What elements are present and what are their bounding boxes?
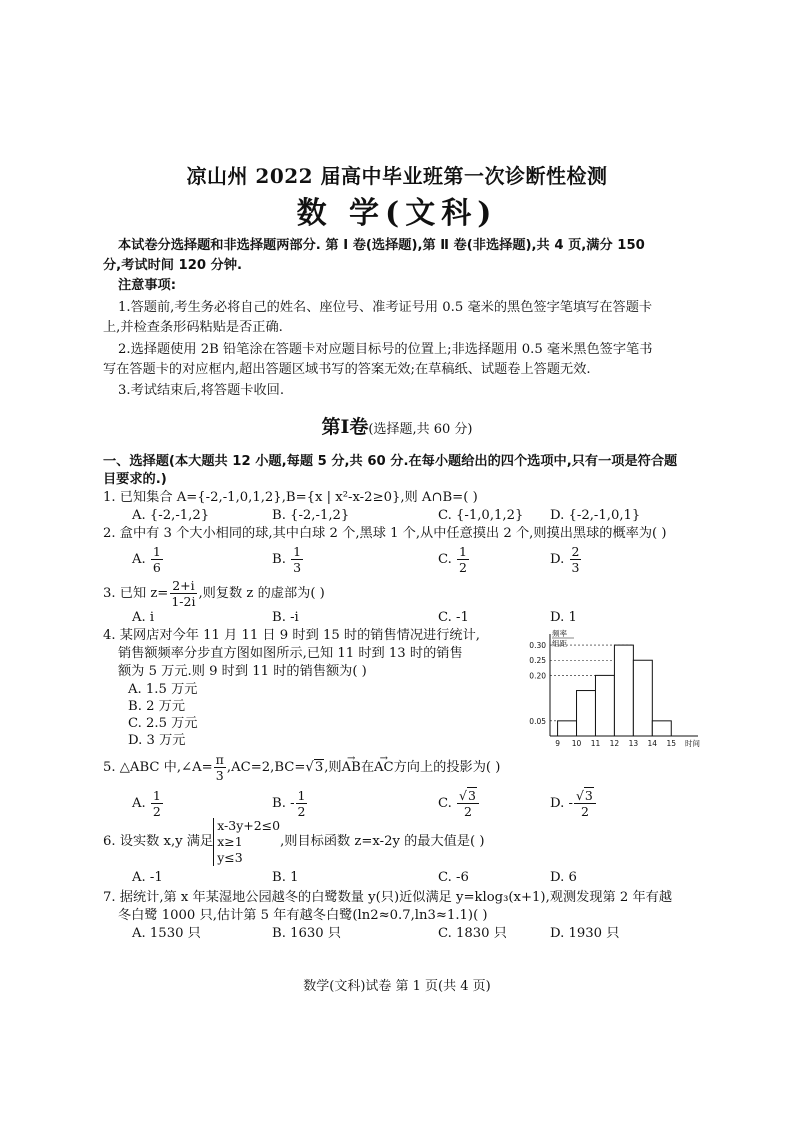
q3-fraction xyxy=(169,578,197,609)
q2-d-num: 2 xyxy=(571,544,580,559)
q2-a-fraction xyxy=(151,544,163,575)
q6-option-c: C. -6 xyxy=(438,870,469,885)
q5-angle-den: 3 xyxy=(215,768,224,783)
q6-constraint-2: x≥1 xyxy=(217,834,243,849)
note-1a: 1.答题前,考生务必将自己的姓名、座位号、准考证号用 0.5 毫米的黑色签字笔填写在答题卡 xyxy=(118,300,653,315)
section-title-sub: (选择题,共 60 分) xyxy=(368,422,473,437)
q5-a-label: A. xyxy=(132,796,146,811)
q2-b-den: 3 xyxy=(293,560,302,575)
x-tick-label-4: 13 xyxy=(628,739,639,748)
q5-vector-ab: → AB xyxy=(342,758,361,778)
q3-num: 2+i xyxy=(172,578,195,593)
q7-option-a: A. 1530 只 xyxy=(132,926,201,941)
x-tick-label-3: 12 xyxy=(609,739,620,748)
x-tick-label-0: 9 xyxy=(555,739,560,748)
q5-b-num: 1 xyxy=(297,788,306,803)
q6-post: ,则目标函数 z=x-2y 的最大值是( ) xyxy=(280,834,485,849)
note-2b: 写在答题卡的对应框内,超出答题区域书写的答案无效;在草稿纸、试题卷上答题无效. xyxy=(103,362,591,377)
q6-constraint-3: y≤3 xyxy=(217,850,243,865)
q5-mid: ,AC=2,BC= xyxy=(226,760,306,775)
q5-option-c xyxy=(438,788,480,819)
q4-line-2: 销售额频率分步直方图如图所示,已知 11 时到 13 时的销售 xyxy=(118,646,463,661)
section-title xyxy=(0,412,794,439)
q5-a-den: 2 xyxy=(152,804,161,819)
q6-constraint-system xyxy=(213,818,280,866)
q5-a-num: 1 xyxy=(152,788,161,803)
q2-b-num: 1 xyxy=(293,544,302,559)
q2-option-a xyxy=(132,544,164,575)
q2-c-num: 1 xyxy=(459,544,467,559)
q5-option-a xyxy=(132,788,164,819)
q2-a-label: A. xyxy=(132,552,146,567)
q2-stem: 2. 盒中有 3 个大小相同的球,其中白球 2 个,黑球 1 个,从中任意摸出 2 个,则摸出黑球的概率为( ) xyxy=(103,526,667,541)
x-tick-label-2: 11 xyxy=(590,739,601,748)
q6-option-d: D. 6 xyxy=(550,870,577,885)
q6-constraint-1: x-3y+2≤0 xyxy=(217,818,281,833)
q2-d-fraction xyxy=(570,544,582,575)
q6-pre: 6. 设实数 x,y 满足 xyxy=(103,834,214,849)
q5-stem xyxy=(103,752,500,783)
q6-stem xyxy=(103,818,485,866)
q3-post: ,则复数 z 的虚部为( ) xyxy=(198,586,325,601)
y-tick-label-1: 0.20 xyxy=(529,671,546,681)
q5-d-num: √3 xyxy=(574,788,596,804)
q3-den: 1-2i xyxy=(171,594,196,609)
q5-c-num: √3 xyxy=(457,788,479,804)
q5-angle-num: π xyxy=(215,752,224,767)
y-tick-label-2: 0.25 xyxy=(529,656,546,666)
q5-c-label: C. xyxy=(438,796,452,811)
note-3: 3.考试结束后,将答题卡收回. xyxy=(118,383,285,398)
q5-d-label: D. - xyxy=(550,796,573,811)
q5-post2: 在 xyxy=(360,760,374,775)
q5-c-fraction xyxy=(457,788,479,819)
notes-title: 注意事项: xyxy=(118,278,177,293)
q2-d-den: 3 xyxy=(571,560,580,575)
q5-vector-ac: → AC xyxy=(374,758,394,778)
subject-title: 数 学(文科) xyxy=(296,196,498,231)
q5-sqrt-sign: √ xyxy=(305,760,314,775)
page-footer: 数学(文科)试卷 第 1 页(共 4 页) xyxy=(303,979,491,994)
q3-option-b: B. -i xyxy=(272,610,299,625)
q2-d-label: D. xyxy=(550,552,565,567)
q2-c-label: C. xyxy=(438,552,452,567)
q1-option-a: A. {-2,-1,2} xyxy=(132,508,210,523)
section-title-main: 第Ⅰ卷 xyxy=(321,416,369,438)
q2-c-fraction xyxy=(457,544,469,575)
q4-option-a: A. 1.5 万元 xyxy=(128,682,198,697)
x-tick-label-6: 15 xyxy=(666,739,677,748)
q5-d-fraction xyxy=(574,788,596,819)
q1-option-c: C. {-1,0,1,2} xyxy=(438,508,524,523)
y-axis-title-top: 频率 xyxy=(552,629,567,638)
y-tick-label-0: 0.05 xyxy=(529,716,546,726)
histogram-bar-0 xyxy=(558,721,577,736)
sales-histogram xyxy=(512,628,700,750)
y-tick-label-3: 0.30 xyxy=(529,641,546,651)
q1-option-d: D. {-2,-1,0,1} xyxy=(550,508,641,523)
q5-d-radicand: 3 xyxy=(584,788,593,803)
y-axis-title-bottom: 组距 xyxy=(552,639,567,648)
q2-a-den: 6 xyxy=(152,560,161,575)
q7-option-d: D. 1930 只 xyxy=(550,926,620,941)
histogram-bar-1 xyxy=(577,691,596,736)
note-1b: 上,并检查条形码粘贴是否正确. xyxy=(103,320,283,335)
note-2a: 2.选择题使用 2B 铅笔涂在答题卡对应题目标号的位置上;非选择题用 0.5 毫米黑色签字笔书 xyxy=(118,342,653,357)
x-tick-label-5: 14 xyxy=(647,739,658,748)
q5-post1: ,则 xyxy=(324,760,342,775)
intro-line-2: 分,考试时间 120 分钟. xyxy=(103,258,243,273)
q5-b-fraction xyxy=(296,788,308,819)
x-axis-title: 时间 xyxy=(685,739,700,748)
q5-sqrt-val: 3 xyxy=(314,760,324,775)
q6-option-a: A. -1 xyxy=(132,870,163,885)
q2-option-c xyxy=(438,544,470,575)
q3-pre: 3. 已知 z= xyxy=(103,586,169,601)
q5-d-den: 2 xyxy=(580,804,589,819)
histogram-bar-2 xyxy=(595,675,614,736)
q1-stem: 1. 已知集合 A={-2,-1,0,1,2},B={x | x²-x-2≥0},则 A∩B=( ) xyxy=(103,490,478,505)
q5-b-label: B. - xyxy=(272,796,295,811)
q5-b-den: 2 xyxy=(297,804,306,819)
q3-option-d: D. 1 xyxy=(550,610,577,625)
q5-c-den: 2 xyxy=(464,804,472,819)
q4-line-3: 额为 5 万元.则 9 时到 11 时的销售额为( ) xyxy=(118,664,367,679)
q5-pre: 5. △ABC 中,∠A= xyxy=(103,760,213,775)
q7-line-2: 冬白鹭 1000 只,估计第 5 年有越冬白鹭(ln2≈0.7,ln3≈1.1)( ) xyxy=(118,908,488,923)
q2-b-fraction xyxy=(291,544,303,575)
q3-stem xyxy=(103,578,325,609)
q7-option-b: B. 1630 只 xyxy=(272,926,342,941)
q2-b-label: B. xyxy=(272,552,286,567)
q4-line-1: 4. 某网店对今年 11 月 11 日 9 时到 15 时的销售情况进行统计, xyxy=(103,628,480,643)
q7-option-c: C. 1830 只 xyxy=(438,926,507,941)
histogram-bar-3 xyxy=(614,645,633,736)
x-tick-label-1: 10 xyxy=(571,739,582,748)
q5-option-b xyxy=(272,788,308,819)
q3-option-c: C. -1 xyxy=(438,610,469,625)
q7-line-1: 7. 据统计,第 x 年某湿地公园越冬的白鹭数量 y(只)近似满足 y=klog₃(x+1),观测发现第 2 年有越 xyxy=(103,890,673,905)
q4-option-b: B. 2 万元 xyxy=(128,699,186,714)
q2-option-d xyxy=(550,544,582,575)
q5-post3: 方向上的投影为( ) xyxy=(393,760,501,775)
q2-a-num: 1 xyxy=(152,544,161,559)
q5-a-fraction xyxy=(151,788,163,819)
q2-c-den: 2 xyxy=(459,560,467,575)
exam-title: 凉山州 2022 届高中毕业班第一次诊断性检测 xyxy=(186,164,608,188)
q5-c-radicand: 3 xyxy=(467,788,476,803)
histogram-bar-5 xyxy=(652,721,671,736)
q3-option-a: A. i xyxy=(132,610,155,625)
q5-angle-fraction xyxy=(214,752,226,783)
q4-option-d: D. 3 万元 xyxy=(128,733,186,748)
q4-option-c: C. 2.5 万元 xyxy=(128,716,198,731)
intro-line-1: 本试卷分选择题和非选择题两部分. 第 Ⅰ 卷(选择题),第 Ⅱ 卷(非选择题),共 4 页,满分 150 xyxy=(118,238,645,253)
q2-option-b xyxy=(272,544,304,575)
q6-option-b: B. 1 xyxy=(272,870,299,885)
histogram-bars xyxy=(558,645,672,736)
part1-heading-b: 目要求的.) xyxy=(103,472,167,487)
histogram-bar-4 xyxy=(633,660,652,736)
part1-heading-a: 一、选择题(本大题共 12 小题,每题 5 分,共 60 分.在每小题给出的四个选项中,只有一项是符合题 xyxy=(103,454,678,469)
q1-option-b: B. {-2,-1,2} xyxy=(272,508,350,523)
q5-option-d xyxy=(550,788,597,819)
